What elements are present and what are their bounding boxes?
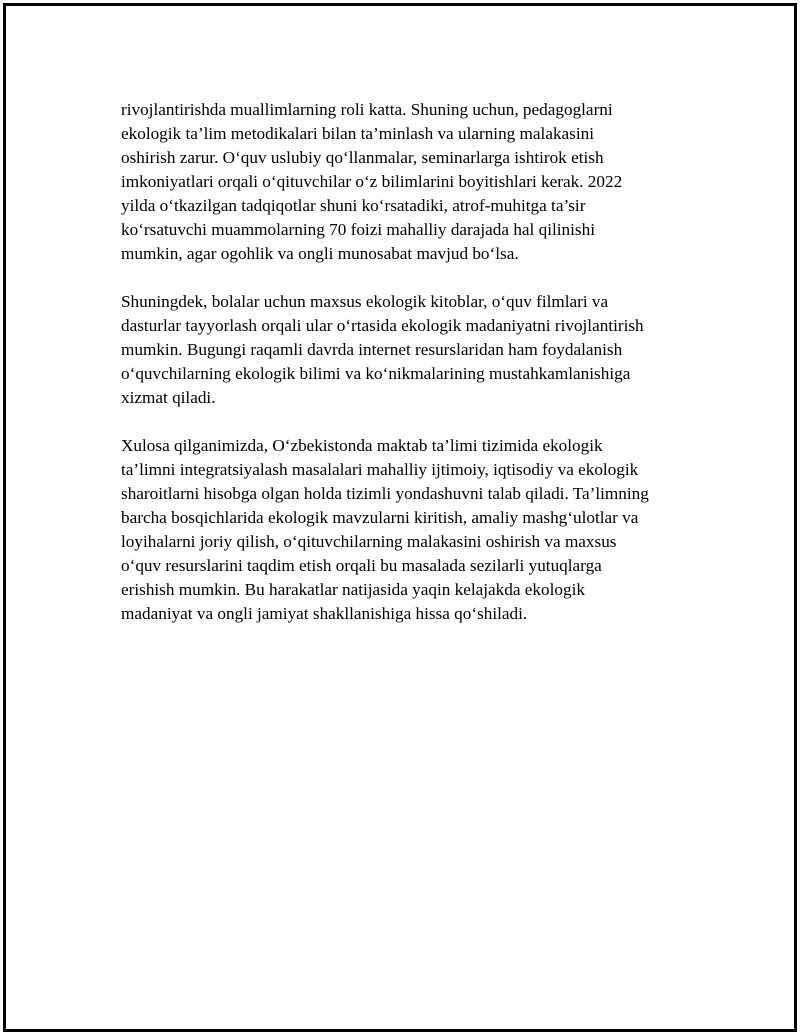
text-line: barcha bosqichlarida ekologik mavzularni kiritish, amaliy mashg‘ulotlar va: [121, 508, 639, 527]
page-frame: [3, 3, 797, 1032]
text-line: erishish mumkin. Bu harakatlar natijasida yaqin kelajakda ekologik: [121, 580, 585, 599]
text-line: ko‘rsatuvchi muammolarning 70 foizi mahalliy darajada hal qilinishi: [121, 220, 595, 239]
paragraph-1: [121, 98, 701, 266]
text-line: o‘quv resurslarini taqdim etish orqali bu masalada sezilarli yutuqlarga: [121, 556, 602, 575]
document-body: [121, 98, 701, 650]
text-line: mumkin, agar ogohlik va ongli munosabat mavjud bo‘lsa.: [121, 244, 519, 263]
paragraph-3: [121, 434, 701, 626]
text-line: Xulosa qilganimizda, O‘zbekistonda maktab ta’limi tizimida ekologik: [121, 436, 603, 455]
text-line: oshirish zarur. O‘quv uslubiy qo‘llanmalar, seminarlarga ishtirok etish: [121, 148, 604, 167]
text-line: xizmat qiladi.: [121, 388, 216, 407]
text-line: Shuningdek, bolalar uchun maxsus ekologik kitoblar, o‘quv filmlari va: [121, 292, 609, 311]
text-line: yilda o‘tkazilgan tadqiqotlar shuni ko‘rsatadiki, atrof-muhitga ta’sir: [121, 196, 586, 215]
text-line: sharoitlarni hisobga olgan holda tizimli yondashuvni talab qiladi. Ta’limning: [121, 484, 649, 503]
text-line: mumkin. Bugungi raqamli davrda internet resurslaridan ham foydalanish: [121, 340, 623, 359]
text-line: imkoniyatlari orqali o‘qituvchilar o‘z bilimlarini boyitishlari kerak. 2022: [121, 172, 623, 191]
text-line: ekologik ta’lim metodikalari bilan ta’minlash va ularning malakasini: [121, 124, 595, 143]
text-line: madaniyat va ongli jamiyat shakllanishiga hissa qo‘shiladi.: [121, 604, 528, 623]
text-line: rivojlantirishda muallimlarning roli katta. Shuning uchun, pedagoglarni: [121, 100, 613, 119]
text-line: loyihalarni joriy qilish, o‘qituvchilarning malakasini oshirish va maxsus: [121, 532, 617, 551]
paragraph-2: [121, 290, 701, 410]
text-line: dasturlar tayyorlash orqali ular o‘rtasida ekologik madaniyatni rivojlantirish: [121, 316, 644, 335]
text-line: o‘quvchilarning ekologik bilimi va ko‘nikmalarining mustahkamlanishiga: [121, 364, 631, 383]
text-line: ta’limni integratsiyalash masalalari mahalliy ijtimoiy, iqtisodiy va ekologik: [121, 460, 639, 479]
